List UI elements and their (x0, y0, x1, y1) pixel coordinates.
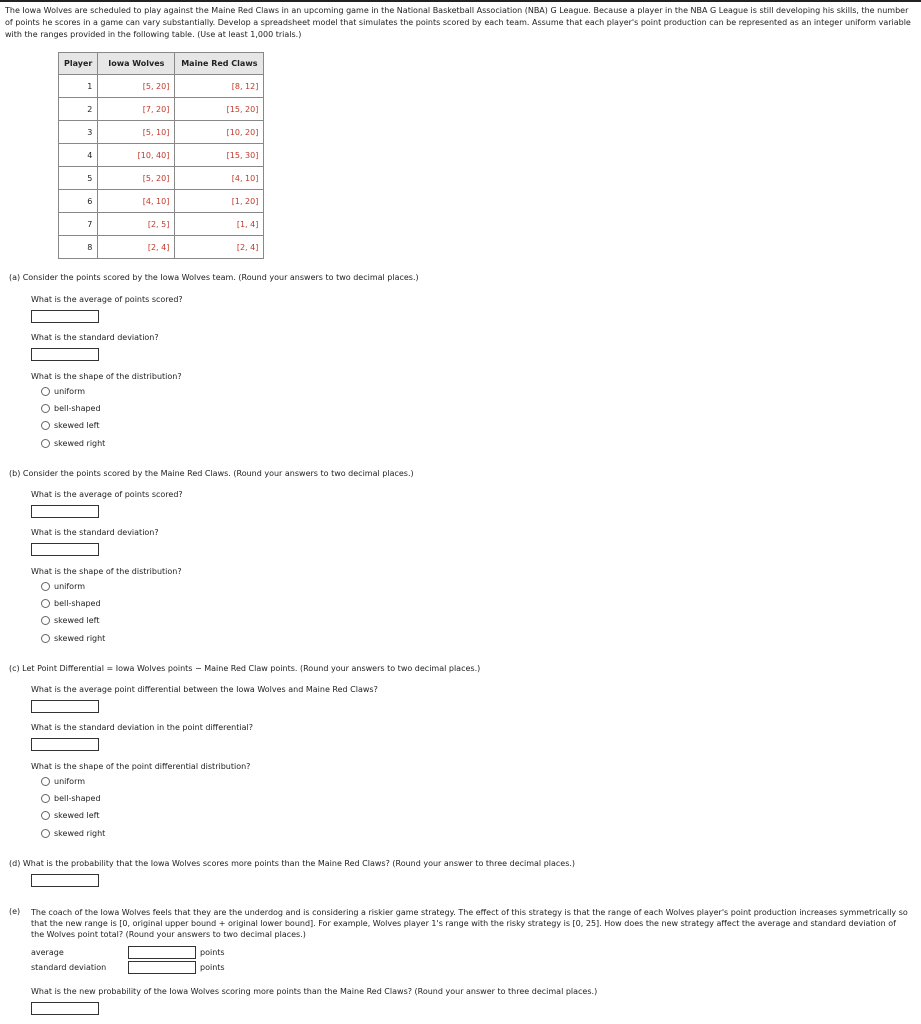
radio-label: skewed left (54, 616, 100, 625)
part-c-sd-question: What is the standard deviation in the point differential? (31, 723, 253, 732)
part-c-prompt: (c) Let Point Differential = Iowa Wolves points − Maine Red Claw points. (Round your answers to two decimal places.) (9, 664, 481, 673)
claws-range: [8, 12] (175, 75, 264, 98)
radio-circle-icon[interactable] (41, 421, 50, 430)
part-b-shape-question: What is the shape of the distribution? (31, 567, 182, 576)
radio-circle-icon[interactable] (41, 616, 50, 625)
player-number: 1 (59, 75, 98, 98)
wolves-range: [2, 5] (98, 213, 175, 236)
radio-circle-icon[interactable] (41, 387, 50, 396)
part-e-sd-unit: points (200, 963, 225, 972)
part-b-average-question: What is the average of points scored? (31, 490, 183, 499)
radio-label: skewed left (54, 811, 100, 820)
part-c-average-question: What is the average point differential between the Iowa Wolves and Maine Red Claws? (31, 685, 378, 694)
part-e-average-input[interactable] (128, 946, 196, 959)
player-number: 6 (59, 190, 98, 213)
radio-label: bell-shaped (54, 404, 101, 413)
ranges-table (58, 52, 264, 259)
header-player: Player (59, 53, 98, 75)
table-row (59, 75, 264, 98)
table-row (59, 213, 264, 236)
claws-range: [15, 30] (175, 144, 264, 167)
player-number: 7 (59, 213, 98, 236)
table-row (59, 98, 264, 121)
radio-circle-icon[interactable] (41, 404, 50, 413)
player-number: 3 (59, 121, 98, 144)
part-a-radio-skewed-right[interactable] (41, 439, 105, 448)
problem-intro: The Iowa Wolves are scheduled to play against the Maine Red Claws in an upcoming game in the National Basketball Association (NBA) G League. Because a player in the NBA G League is still developing his skills, the number of points he scores in a game can vary substantially. Develop a spreadsheet model that simulates the points scored by each team. Assume that each player's point production can be represented as an integer uniform variable with the ranges provided in the following table. (Use at least 1,000 trials.) (5, 6, 911, 39)
part-b-radio-skewed-left[interactable] (41, 616, 99, 625)
radio-label: skewed left (54, 421, 100, 430)
top-border (0, 0, 921, 2)
player-number: 2 (59, 98, 98, 121)
part-a-radio-skewed-left[interactable] (41, 421, 99, 430)
part-b-radio-bell-shaped[interactable] (41, 599, 101, 608)
part-e-new-probability-question: What is the new probability of the Iowa Wolves scoring more points than the Maine Red Claws? (Round your answer to three decimal places.) (31, 987, 598, 996)
part-e-sd-input[interactable] (128, 961, 196, 974)
player-number: 4 (59, 144, 98, 167)
part-e-label: (e) (9, 907, 21, 916)
part-b-radio-skewed-right[interactable] (41, 634, 105, 643)
wolves-range: [10, 40] (98, 144, 175, 167)
radio-label: uniform (54, 387, 86, 396)
part-c-radio-skewed-right[interactable] (41, 829, 105, 838)
part-d-probability-input[interactable] (31, 874, 99, 887)
table-row (59, 144, 264, 167)
part-c-shape-question: What is the shape of the point differential distribution? (31, 762, 251, 771)
table-row (59, 121, 264, 144)
part-a-radio-bell-shaped[interactable] (41, 404, 101, 413)
radio-circle-icon[interactable] (41, 829, 50, 838)
table-row (59, 167, 264, 190)
part-b-radio-uniform[interactable] (41, 582, 85, 591)
part-d-prompt: (d) What is the probability that the Iowa Wolves scores more points than the Maine Red Claws? (Round your answer to three decimal places.) (9, 859, 576, 868)
part-a-average-input[interactable] (31, 310, 99, 323)
part-a-radio-uniform[interactable] (41, 387, 85, 396)
radio-circle-icon[interactable] (41, 582, 50, 591)
part-c-radio-bell-shaped[interactable] (41, 794, 101, 803)
table-row (59, 190, 264, 213)
part-c-average-input[interactable] (31, 700, 99, 713)
part-b-prompt: (b) Consider the points scored by the Maine Red Claws. (Round your answers to two decimal places.) (9, 469, 414, 478)
claws-range: [1, 4] (175, 213, 264, 236)
wolves-range: [2, 4] (98, 236, 175, 259)
player-number: 5 (59, 167, 98, 190)
claws-range: [4, 10] (175, 167, 264, 190)
player-number: 8 (59, 236, 98, 259)
radio-circle-icon[interactable] (41, 439, 50, 448)
wolves-range: [4, 10] (98, 190, 175, 213)
part-a-average-question: What is the average of points scored? (31, 295, 183, 304)
radio-circle-icon[interactable] (41, 634, 50, 643)
header-iowa-wolves: Iowa Wolves (98, 53, 175, 75)
part-a-sd-input[interactable] (31, 348, 99, 361)
radio-label: uniform (54, 777, 86, 786)
part-e-average-label: average (31, 948, 64, 957)
claws-range: [15, 20] (175, 98, 264, 121)
radio-label: uniform (54, 582, 86, 591)
part-b-sd-input[interactable] (31, 543, 99, 556)
claws-range: [2, 4] (175, 236, 264, 259)
radio-circle-icon[interactable] (41, 794, 50, 803)
part-a-prompt: (a) Consider the points scored by the Iowa Wolves team. (Round your answers to two decimal places.) (9, 273, 419, 282)
radio-label: bell-shaped (54, 794, 101, 803)
table-row (59, 236, 264, 259)
radio-label: bell-shaped (54, 599, 101, 608)
part-b-average-input[interactable] (31, 505, 99, 518)
radio-label: skewed right (54, 829, 106, 838)
claws-range: [10, 20] (175, 121, 264, 144)
radio-circle-icon[interactable] (41, 599, 50, 608)
part-c-radio-uniform[interactable] (41, 777, 85, 786)
claws-range: [1, 20] (175, 190, 264, 213)
wolves-range: [5, 20] (98, 167, 175, 190)
part-e-new-probability-input[interactable] (31, 1002, 99, 1015)
wolves-range: [5, 20] (98, 75, 175, 98)
wolves-range: [7, 20] (98, 98, 175, 121)
radio-circle-icon[interactable] (41, 777, 50, 786)
part-a-sd-question: What is the standard deviation? (31, 333, 159, 342)
part-c-radio-skewed-left[interactable] (41, 811, 99, 820)
part-b-sd-question: What is the standard deviation? (31, 528, 159, 537)
wolves-range: [5, 10] (98, 121, 175, 144)
part-c-sd-input[interactable] (31, 738, 99, 751)
part-a-shape-question: What is the shape of the distribution? (31, 372, 182, 381)
radio-circle-icon[interactable] (41, 811, 50, 820)
radio-label: skewed right (54, 634, 106, 643)
radio-label: skewed right (54, 439, 106, 448)
header-maine-red-claws: Maine Red Claws (175, 53, 264, 75)
part-e-average-unit: points (200, 948, 225, 957)
part-e-sd-label: standard deviation (31, 963, 107, 972)
part-e-prompt: The coach of the Iowa Wolves feels that they are the underdog and is considering a riskier game strategy. The effect of this strategy is that the range of each Wolves player's point production increases symmetrically so that the new range is [0, original upper bound + original lower bound]. For example, Wolves player 1's range with the risky strategy is [0, 25]. How does the new strategy affect the average and standard deviation of the Wolves point total? (Round your answers to two decimal places.) (31, 908, 908, 939)
